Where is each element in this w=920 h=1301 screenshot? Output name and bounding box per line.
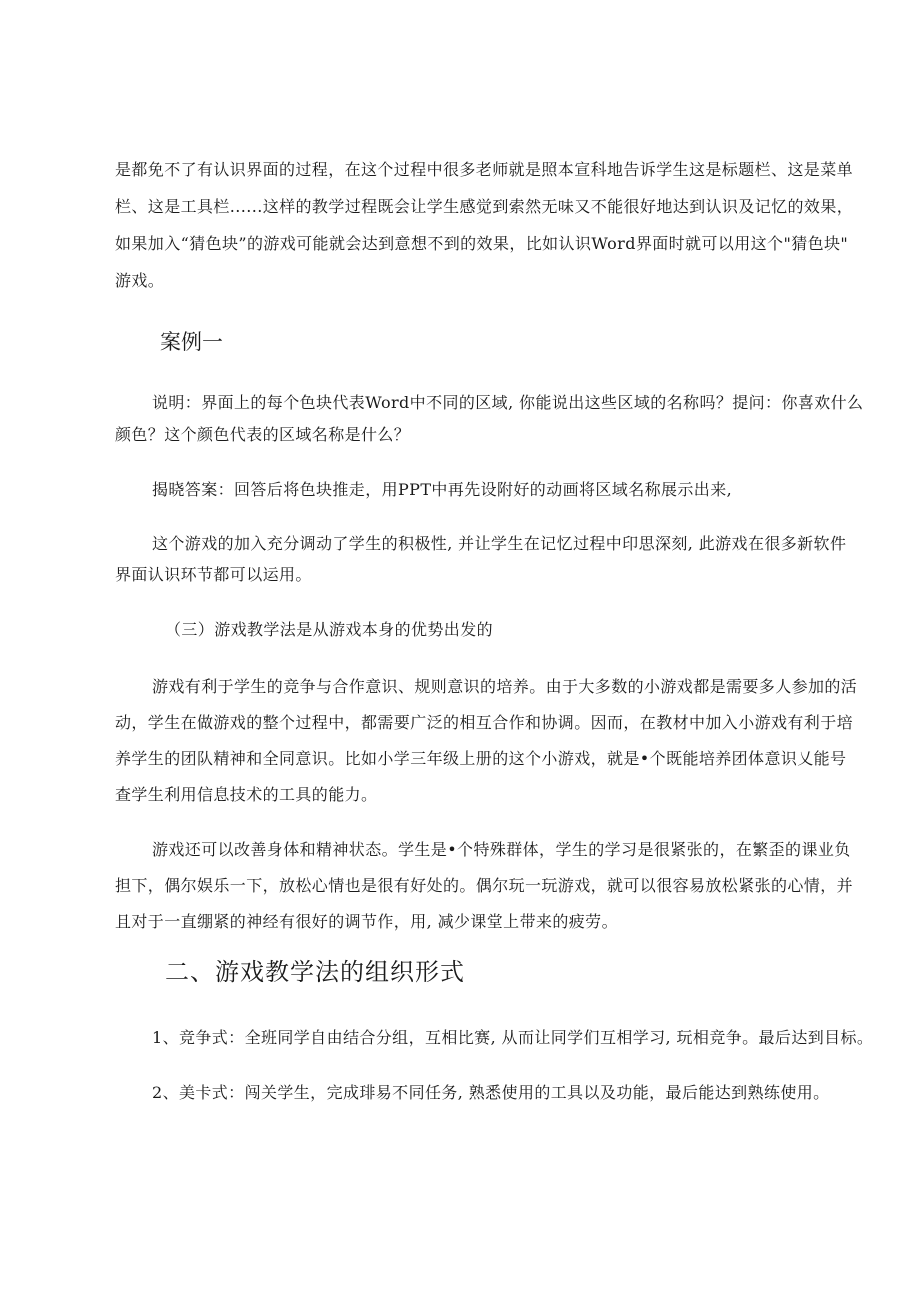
text-line: 说明：界面上的每个色块代表Word中不同的区域, 你能说出这些区域的名称吗？提问：你喜欢什么	[152, 393, 864, 412]
text-line: 动，学生在做游戏的整个过程中，都需要广泛的相互合作和协调。因而，在教材中加入小游戏有利于培	[115, 713, 854, 732]
text-line: 担下，偶尔娱乐一下，放松心情也是很有好处的。偶尔玩一玩游戏，就可以很容易放松紧张的心情，并	[115, 876, 854, 895]
text-line: 如果加入“猜色块”的游戏可能就会达到意想不到的效果，比如认识Word界面时就可以用这个"猜色块"	[115, 234, 849, 253]
text-line: 游戏有利于学生的竞争与合作意识、规则意识的培养。由于大多数的小游戏都是需要多人参加的活	[152, 677, 858, 696]
case-heading: 案例一	[160, 330, 223, 354]
list-item-form-1: 1、竞争式：全班同学自由结合分组，互相比赛, 从而让同学们互相学习, 玩相竞争。最后达到目标。	[152, 1028, 874, 1047]
text-line: 是都免不了有认识界面的过程，在这个过程中很多老师就是照本宣科地告诉学生这是标题栏、这是菜单	[115, 160, 854, 179]
text-line: 颜色？这个颜色代表的区域名称是什么？	[115, 425, 411, 444]
text-line: 查学生利用信息技术的工具的能力。	[115, 785, 378, 804]
text-line: 这个游戏的加入充分调动了学生的积极性, 并让学生在记忆过程中印思深刻, 此游戏在很多新软件	[152, 534, 847, 553]
text-line: 栏、这是工具栏......这样的教学过程既会让学生感觉到索然无味又不能很好地达到认识及记忆的效果，	[115, 197, 854, 216]
text-line: 养学生的团队精神和全同意识。比如小学三年级上册的这个小游戏，就是•个既能培养团体意识乂能号	[115, 749, 847, 768]
list-item-form-2: 2、美卡式：闯关学生，完成琲易不同任务, 熟悉使用的工具以及功能，最后能达到熟练使用。	[152, 1083, 830, 1102]
text-line: 界面认识环节都可以运用。	[115, 565, 312, 584]
section-heading: 二、游戏教学法的组织形式	[165, 958, 465, 986]
text-line: 游戏还可以改善身体和精神状态。学生是•个特殊群体，学生的学习是很紧张的，在繁歪的课业负	[152, 840, 851, 859]
subsection-title: （三）游戏教学法是从游戏本身的优势出发的	[165, 620, 494, 639]
paragraph-answer-reveal: 揭晓答案：回答后将色块推走，用PPT中再先设附好的动画将区域名称展示出来,	[152, 480, 733, 499]
text-line: 且对于一直绷紧的神经有很好的调节作，用, 减少课堂上带来的疲劳。	[115, 912, 618, 931]
text-line: 游戏。	[115, 271, 165, 290]
